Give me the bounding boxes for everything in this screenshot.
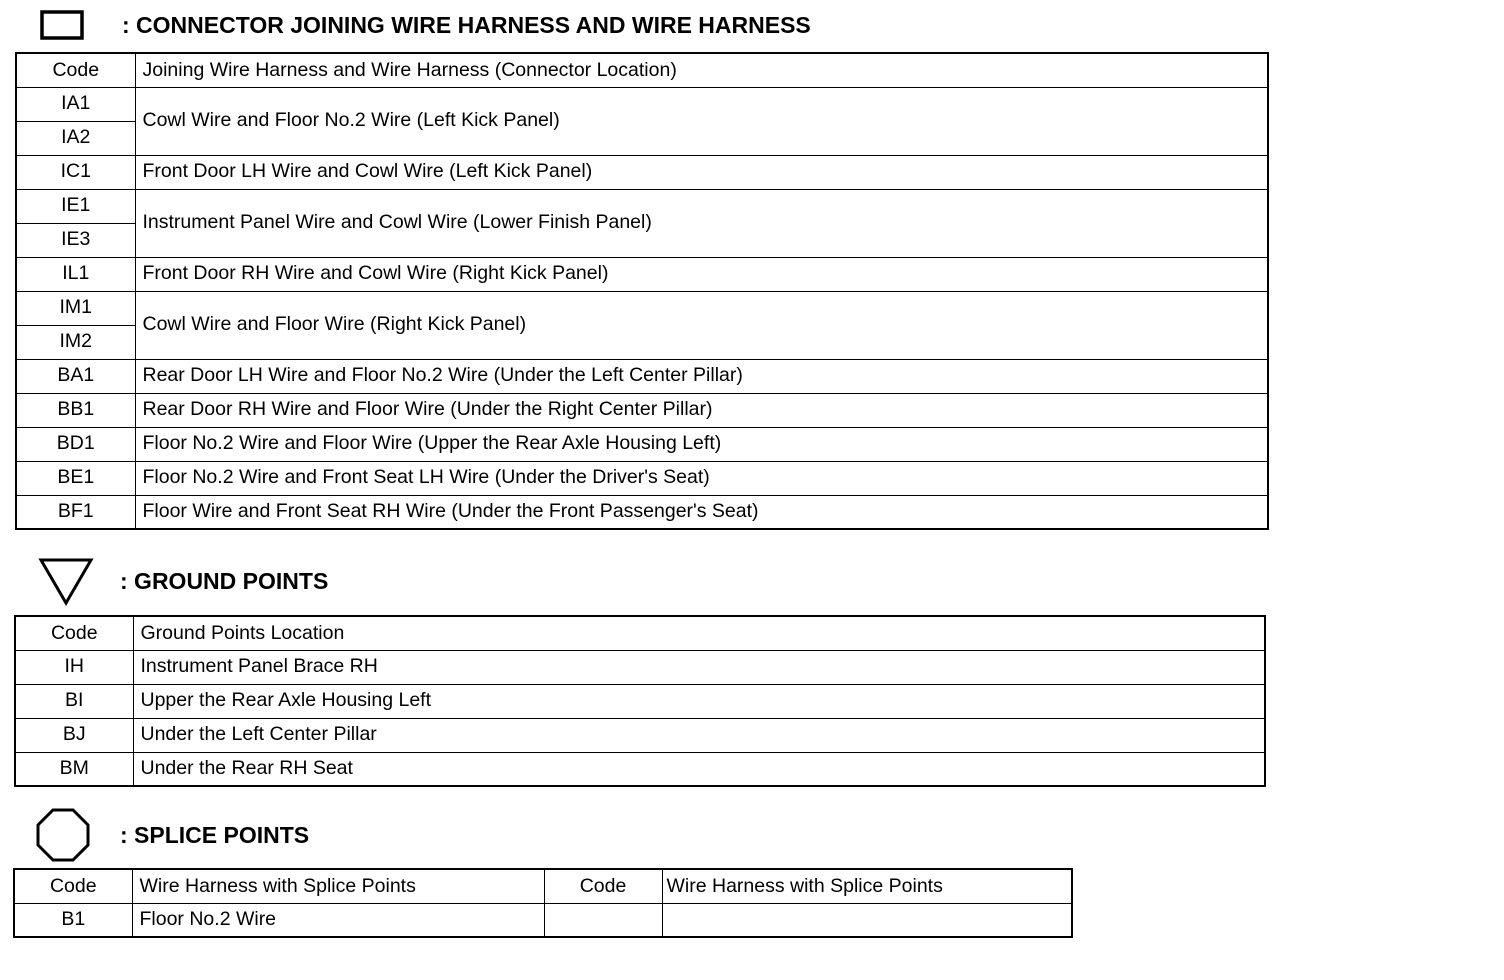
square-icon (40, 8, 86, 42)
table-header-row (14, 869, 1072, 903)
ground-section-header (38, 556, 328, 606)
table-row (16, 427, 1268, 461)
desc-cell (662, 903, 1072, 937)
code-cell: B1 (14, 903, 132, 937)
table-row (16, 189, 1268, 223)
code-cell (544, 903, 662, 937)
table-header-row (15, 616, 1265, 650)
table-row (16, 359, 1268, 393)
ground-section-title: : GROUND POINTS (120, 567, 329, 594)
desc-cell: Floor No.2 Wire and Front Seat LH Wire (Under the Driver's Seat) (135, 461, 1268, 495)
desc-cell: Front Door RH Wire and Cowl Wire (Right Kick Panel) (135, 257, 1268, 291)
desc-header: Joining Wire Harness and Wire Harness (Connector Location) (135, 53, 1268, 87)
code-cell: IH (15, 650, 133, 684)
desc-cell: Rear Door LH Wire and Floor No.2 Wire (Under the Left Center Pillar) (135, 359, 1268, 393)
table-row (15, 684, 1265, 718)
table-row (16, 257, 1268, 291)
code-cell: BI (15, 684, 133, 718)
code-cell: IM1 (16, 291, 135, 325)
code-cell: IA1 (16, 87, 135, 121)
code-cell: BJ (15, 718, 133, 752)
code-cell: IM2 (16, 325, 135, 359)
desc-header: Wire Harness with Splice Points (662, 869, 1072, 903)
desc-header: Ground Points Location (133, 616, 1265, 650)
desc-cell: Cowl Wire and Floor Wire (Right Kick Panel) (135, 291, 1268, 359)
connector-section-header (40, 8, 811, 42)
desc-cell: Upper the Rear Axle Housing Left (133, 684, 1265, 718)
connector-section-title: : CONNECTOR JOINING WIRE HARNESS AND WIRE HARNESS (122, 11, 811, 38)
desc-cell: Front Door LH Wire and Cowl Wire (Left Kick Panel) (135, 155, 1268, 189)
code-cell: IA2 (16, 121, 135, 155)
splice-section-title: : SPLICE POINTS (120, 821, 310, 848)
table-row (16, 87, 1268, 121)
code-header: Code (16, 53, 135, 87)
desc-cell: Floor No.2 Wire (132, 903, 544, 937)
desc-cell: Instrument Panel Wire and Cowl Wire (Lower Finish Panel) (135, 189, 1268, 257)
table-row (16, 495, 1268, 529)
table-row (15, 718, 1265, 752)
octagon-icon (36, 808, 90, 862)
code-cell: BA1 (16, 359, 135, 393)
triangle-down-icon (38, 556, 94, 606)
code-header: Code (15, 616, 133, 650)
table-row (15, 650, 1265, 684)
ground-table (14, 615, 1266, 787)
desc-cell: Cowl Wire and Floor No.2 Wire (Left Kick Panel) (135, 87, 1268, 155)
desc-cell: Rear Door RH Wire and Floor Wire (Under the Right Center Pillar) (135, 393, 1268, 427)
code-cell: IE1 (16, 189, 135, 223)
table-row (15, 752, 1265, 786)
code-header: Code (14, 869, 132, 903)
code-cell: BF1 (16, 495, 135, 529)
splice-section-header (36, 808, 309, 862)
desc-cell: Under the Left Center Pillar (133, 718, 1265, 752)
code-cell: IE3 (16, 223, 135, 257)
code-cell: BB1 (16, 393, 135, 427)
code-cell: BD1 (16, 427, 135, 461)
table-row (14, 903, 1072, 937)
desc-cell: Floor Wire and Front Seat RH Wire (Under the Front Passenger's Seat) (135, 495, 1268, 529)
table-row (16, 393, 1268, 427)
desc-cell: Under the Rear RH Seat (133, 752, 1265, 786)
code-cell: IL1 (16, 257, 135, 291)
table-row (16, 155, 1268, 189)
table-header-row (16, 53, 1268, 87)
code-cell: BE1 (16, 461, 135, 495)
code-header: Code (544, 869, 662, 903)
desc-header: Wire Harness with Splice Points (132, 869, 544, 903)
code-cell: IC1 (16, 155, 135, 189)
table-row (16, 461, 1268, 495)
table-row (16, 291, 1268, 325)
code-cell: BM (15, 752, 133, 786)
splice-table (13, 868, 1073, 938)
connector-table (15, 52, 1269, 530)
desc-cell: Instrument Panel Brace RH (133, 650, 1265, 684)
desc-cell: Floor No.2 Wire and Floor Wire (Upper the Rear Axle Housing Left) (135, 427, 1268, 461)
